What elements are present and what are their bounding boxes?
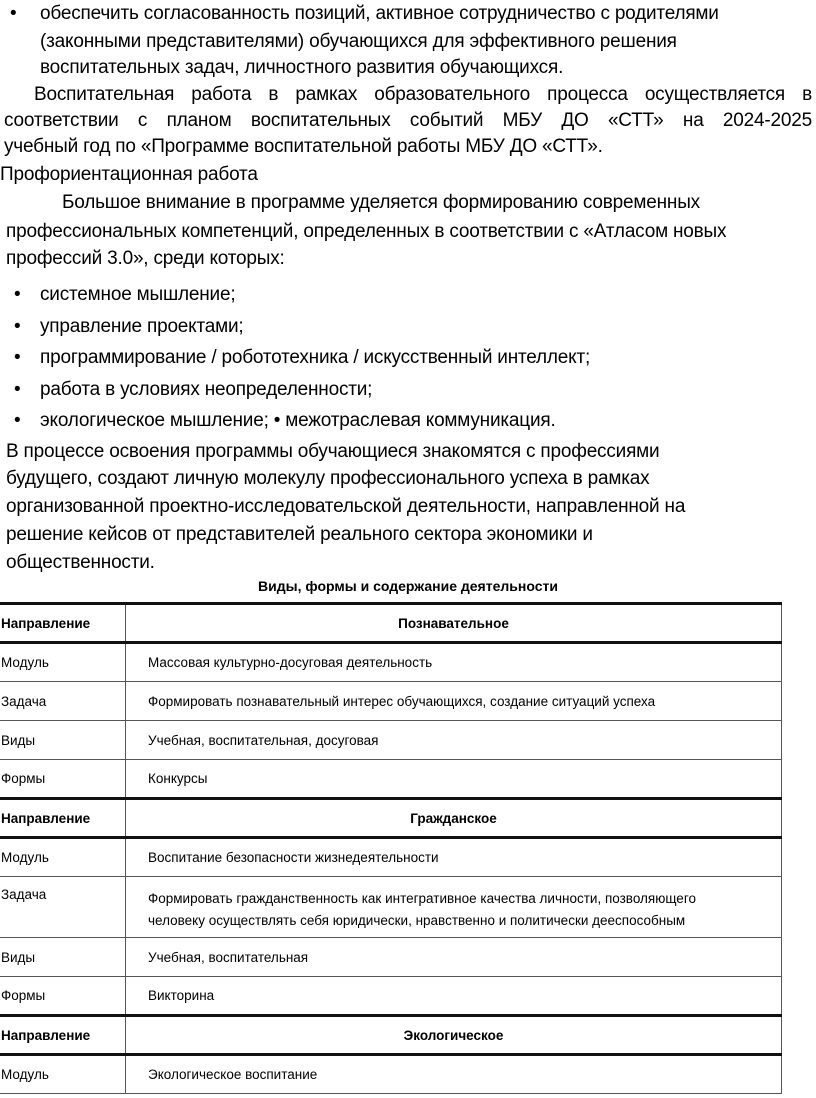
list-item: экологическое мышление; • межотраслевая коммуникация. — [40, 410, 556, 431]
text-line: решение кейсов от представителей реального сектора экономики и — [6, 524, 593, 545]
list-item: работа в условиях неопределенности; — [40, 379, 373, 400]
row-label: Направление — [0, 604, 126, 643]
bullet: • — [14, 316, 21, 337]
table-row — [0, 643, 782, 682]
row-value: Учебная, воспитательная — [126, 938, 782, 977]
text-line: профессиональных компетенций, определенных в соответствии с «Атласом новых — [6, 221, 727, 242]
text-line: общественности. — [6, 552, 155, 573]
row-label: Формы — [0, 977, 126, 1016]
row-label: Модуль — [0, 1055, 126, 1094]
text-line: профессий 3.0», среди которых: — [6, 248, 285, 269]
row-label: Задача — [0, 877, 126, 938]
row-label: Модуль — [0, 838, 126, 877]
text-line: учебный год по «Программе воспитательной работы МБУ ДО «СТТ». — [4, 136, 603, 157]
row-value: Экологическое — [126, 1016, 782, 1055]
row-value: Познавательное — [126, 604, 782, 643]
row-label: Виды — [0, 938, 126, 977]
table-title: Виды, формы и содержание деятельности — [258, 578, 558, 594]
list-item: управление проектами; — [40, 316, 244, 337]
row-value: Викторина — [126, 977, 782, 1016]
table-row — [0, 721, 782, 760]
bullet: • — [14, 379, 21, 400]
table-row — [0, 938, 782, 977]
list-item: системное мышление; — [40, 284, 236, 305]
row-label: Виды — [0, 721, 126, 760]
row-value: Гражданское — [126, 799, 782, 838]
bullet: • — [10, 3, 17, 24]
row-value: Экологическое воспитание — [126, 1055, 782, 1094]
table-row — [0, 1016, 782, 1055]
row-value: Учебная, воспитательная, досуговая — [126, 721, 782, 760]
table-row — [0, 877, 782, 938]
table-row — [0, 838, 782, 877]
text-line: В процессе освоения программы обучающиеся знакомятся с профессиями — [6, 441, 660, 462]
table-row — [0, 977, 782, 1016]
row-value — [126, 877, 782, 938]
row-value: Конкурсы — [126, 760, 782, 799]
row-value-line: человеку осуществлять себя юридически, нравственно и политически дееспособным — [148, 913, 686, 928]
text-line: организованной проектно-исследовательской деятельности, направленной на — [6, 496, 686, 517]
table-row — [0, 682, 782, 721]
bullet: • — [14, 347, 21, 368]
row-label: Направление — [0, 799, 126, 838]
list-item: программирование / робототехника / искусственный интеллект; — [40, 347, 591, 368]
row-label: Модуль — [0, 643, 126, 682]
text-line: обеспечить согласованность позиций, активное сотрудничество с родителями — [40, 3, 719, 24]
table-row — [0, 1055, 782, 1094]
table-row — [0, 604, 782, 643]
text-line: Воспитательная работа в рамках образовательного процесса осуществляется в — [34, 84, 812, 105]
activities-table — [0, 602, 782, 1094]
row-value: Воспитание безопасности жизнедеятельности — [126, 838, 782, 877]
row-value: Формировать познавательный интерес обучающихся, создание ситуаций успеха — [126, 682, 782, 721]
table-row — [0, 760, 782, 799]
text-line: будущего, создают личную молекулу профессионального успеха в рамках — [6, 468, 650, 489]
row-label: Направление — [0, 1016, 126, 1055]
text-line: соответствии с планом воспитательных событий МБУ ДО «СТТ» на 2024-2025 — [4, 110, 812, 131]
row-value: Массовая культурно-досуговая деятельность — [126, 643, 782, 682]
row-label: Задача — [0, 682, 126, 721]
bullet: • — [14, 284, 21, 305]
row-value-line: Формировать гражданственность как интегративное качества личности, позволяющего — [148, 891, 696, 906]
section-heading: Профориентационная работа — [0, 164, 258, 185]
text-line: (законными представителями) обучающихся для эффективного решения — [40, 31, 677, 52]
text-line: воспитательных задач, личностного развития обучающихся. — [40, 57, 564, 78]
text-line: Большое внимание в программе уделяется формированию современных — [62, 192, 700, 213]
table-row — [0, 799, 782, 838]
row-label: Формы — [0, 760, 126, 799]
bullet: • — [14, 410, 21, 431]
